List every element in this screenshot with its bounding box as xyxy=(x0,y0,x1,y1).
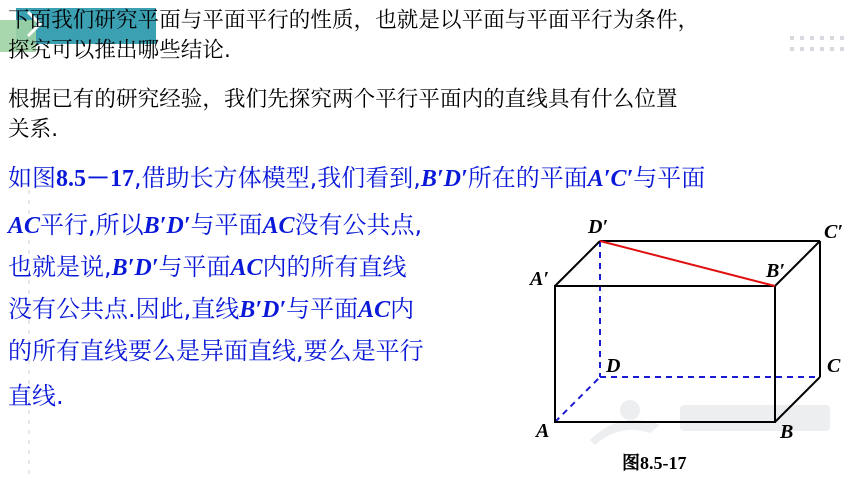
paragraph-1-line-2: 探究可以推出哪些结论. xyxy=(8,38,231,63)
paragraph-2-line-1: 根据已有的研究经验，我们先探究两个平行平面内的直线具有什么位置 xyxy=(8,87,678,112)
text-segment: 没有公共点, xyxy=(294,211,423,239)
math-term: B′D′ xyxy=(143,213,191,239)
highlight-line-3 xyxy=(8,252,407,283)
text-segment: 没有公共点.因此,直线 xyxy=(8,295,240,323)
highlight-line-4 xyxy=(8,294,414,325)
dots-decoration-icon xyxy=(790,34,850,54)
math-term: B′D′ xyxy=(111,255,159,281)
math-term: B′D′ xyxy=(420,166,468,192)
cuboid-figure xyxy=(520,205,860,484)
text-segment: 与平面 xyxy=(286,295,359,323)
paragraph-1-line-1: 下面我们研究平面与平面平行的性质，也就是以平面与平面平行为条件， xyxy=(8,8,700,33)
math-term: AC xyxy=(358,297,391,323)
edge-ApDp xyxy=(555,241,600,286)
math-term: A′C′ xyxy=(587,166,634,192)
math-term: AC xyxy=(230,255,263,281)
highlight-line-2 xyxy=(8,210,422,241)
vertex-label-Ap: A′ xyxy=(530,268,549,290)
text-segment: 与平面 xyxy=(633,164,706,192)
vertex-label-Dp: D′ xyxy=(588,216,609,238)
figure-ref: 8.5－17 xyxy=(56,166,134,192)
vertex-label-Cp: C′ xyxy=(824,221,843,243)
text-segment: 所在的平面 xyxy=(467,164,588,192)
text-segment: 如图 xyxy=(8,164,56,192)
math-term: AC xyxy=(8,213,41,239)
vertex-label-A: A xyxy=(536,420,550,442)
edge-AD xyxy=(555,377,600,422)
highlight-line-6: 直线. xyxy=(8,382,64,410)
text-segment: 内的所有直线 xyxy=(262,253,407,281)
text-segment: 与平面 xyxy=(190,211,263,239)
diagonal-BpDp xyxy=(600,241,775,286)
math-term: B′D′ xyxy=(239,297,287,323)
text-segment: 平行,所以 xyxy=(40,211,144,239)
front-face xyxy=(555,286,775,422)
text-segment: 内 xyxy=(390,295,415,323)
highlight-line-1 xyxy=(8,163,705,194)
highlight-line-5: 的所有直线要么是异面直线,要么是平行 xyxy=(8,337,424,365)
vertex-label-Bp: B′ xyxy=(766,260,785,282)
vertex-label-D: D xyxy=(606,355,621,377)
paragraph-2-line-2: 关系. xyxy=(8,117,59,142)
text-segment: ,借助长方体模型,我们看到, xyxy=(134,164,421,192)
vertex-label-B: B xyxy=(780,421,794,443)
vertex-label-C: C xyxy=(827,355,841,377)
math-term: AC xyxy=(262,213,295,239)
figure-caption: 图8.5-17 xyxy=(622,453,687,473)
text-segment: 与平面 xyxy=(158,253,231,281)
text-segment: 也就是说, xyxy=(8,253,112,281)
